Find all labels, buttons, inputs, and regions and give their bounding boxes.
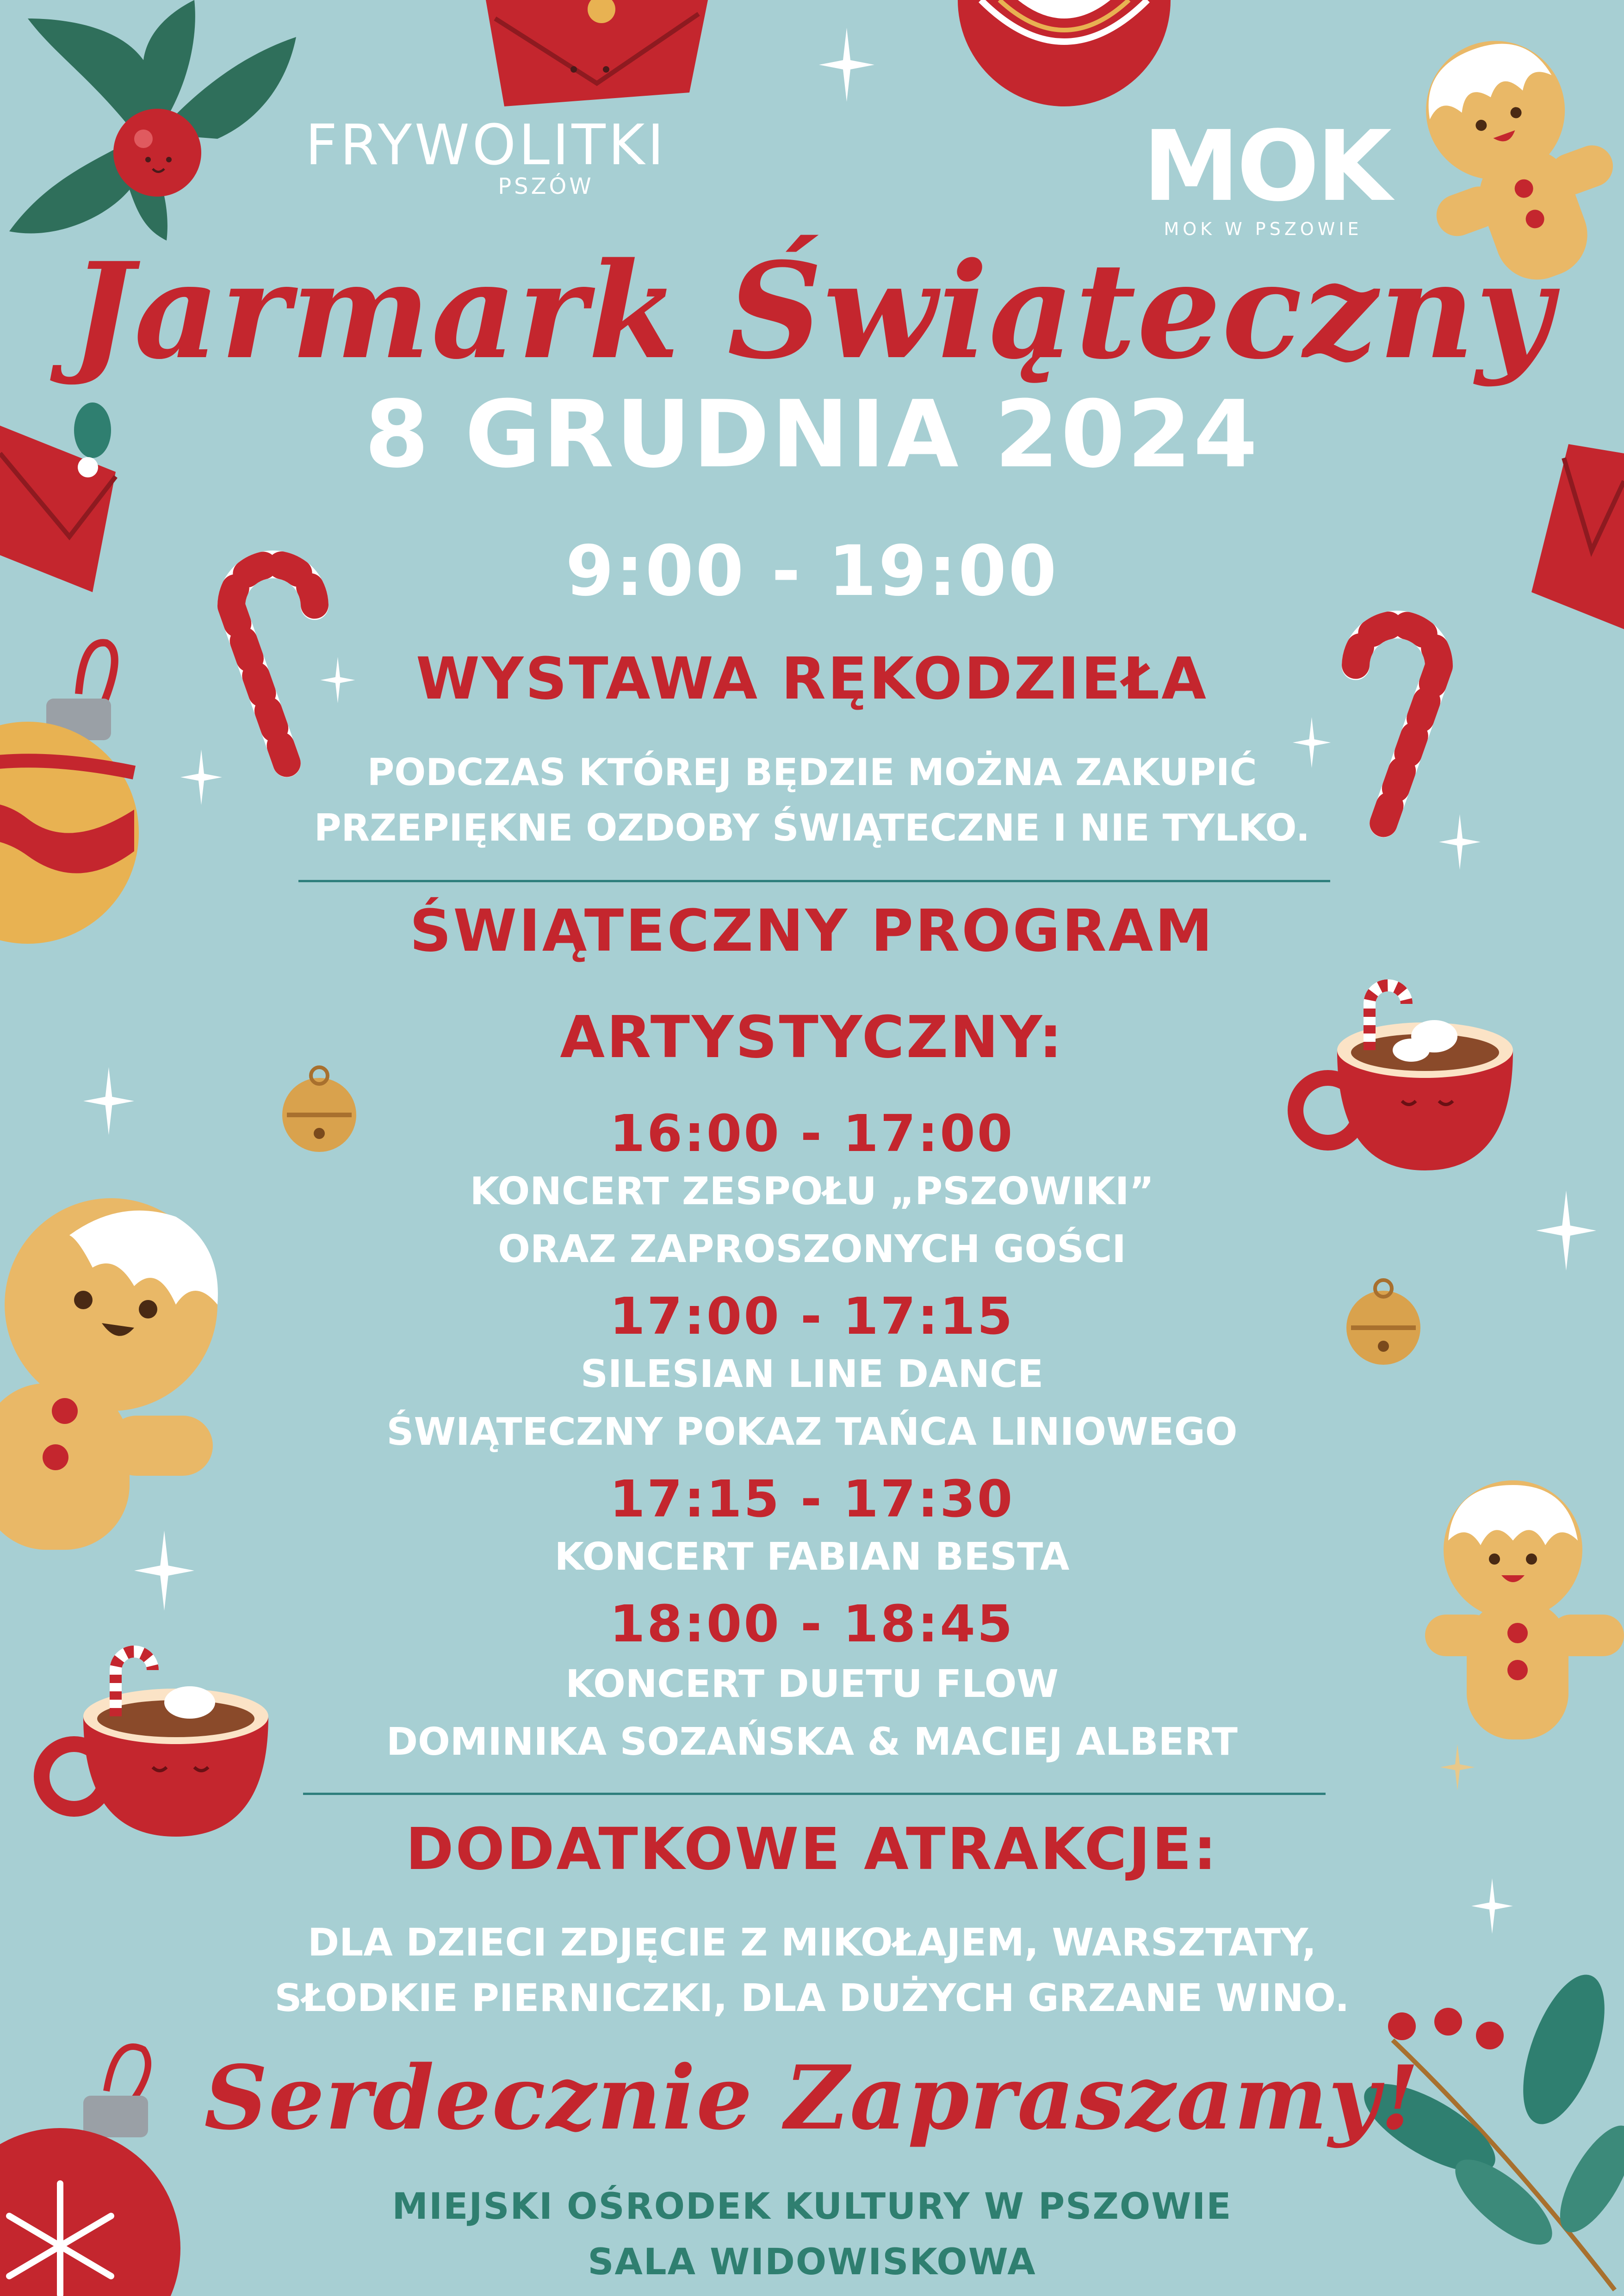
attractions-heading: DODATKOWE ATRAKCJE: [405,1816,1219,1883]
frywolitki-logo-place: PSZÓW [498,173,594,199]
invitation-text: Serdecznie Zapraszamy! [204,2046,1420,2149]
envelope-icon [477,0,717,111]
divider [298,880,1330,882]
sparkle-icon [819,28,874,102]
mok-logo-name: MOK [1143,110,1389,223]
frywolitki-logo [305,113,667,199]
program-item-line: SILESIAN LINE DANCE [580,1352,1044,1396]
program-heading-line-2: ARTYSTYCZNY: [560,1004,1064,1071]
ornament-icon [953,0,1175,102]
exhibition-heading: WYSTAWA RĘKODZIEŁA [415,645,1209,712]
attractions-line-2: SŁODKIE PIERNICZKI, DLA DUŻYCH GRZANE WINO. [274,1976,1350,2020]
mok-logo-caption: MOK W PSZOWIE [1164,219,1363,239]
event-title: Jarmark Świąteczny [71,234,1553,389]
attractions-description [0,1915,1624,2026]
attractions-line-1: DLA DZIECI ZDJĘCIE Z MIKOŁAJEM, WARSZTATY, [308,1921,1316,1965]
program-item-line: ORAZ ZAPROSZONYCH GOŚCI [498,1227,1126,1271]
mok-logo [1143,110,1389,239]
program-item-line: KONCERT DUETU FLOW [565,1662,1059,1706]
program-heading-line-1: ŚWIĄTECZNY PROGRAM [409,897,1215,965]
exhibition-line-1: PODCZAS KTÓREJ BĘDZIE MOŻNA ZAKUPIĆ [367,751,1257,794]
event-hours: 9:00 - 19:00 [565,531,1059,612]
program-item-line: KONCERT ZESPOŁU „PSZOWIKI” [470,1170,1154,1213]
frywolitki-logo-name: FRYWOLITKI [305,113,667,178]
divider [303,1793,1326,1795]
footer [0,2179,1624,2290]
footer-line-1: MIEJSKI OŚRODEK KULTURY W PSZOWIE [392,2186,1232,2228]
program-item-time: 17:00 - 17:15 [609,1287,1015,1346]
event-date: 8 GRUDNIA 2024 [364,381,1260,489]
exhibition-description [0,745,1624,856]
program-item-line: DOMINIKA SOZAŃSKA & MACIEJ ALBERT [386,1720,1238,1764]
program-item-time: 17:15 - 17:30 [609,1469,1015,1529]
program-item-time: 16:00 - 17:00 [609,1104,1015,1163]
exhibition-line-2: PRZEPIĘKNE OZDOBY ŚWIĄTECZNE I NIE TYLKO. [314,806,1310,849]
footer-line-2: SALA WIDOWISKOWA [588,2241,1036,2283]
program-item-time: 18:00 - 18:45 [609,1594,1015,1653]
program-item-line: ŚWIĄTECZNY POKAZ TAŃCA LINIOWEGO [386,1410,1238,1454]
holly-icon [0,0,315,250]
program-item-line: KONCERT FABIAN BESTA [554,1535,1070,1579]
